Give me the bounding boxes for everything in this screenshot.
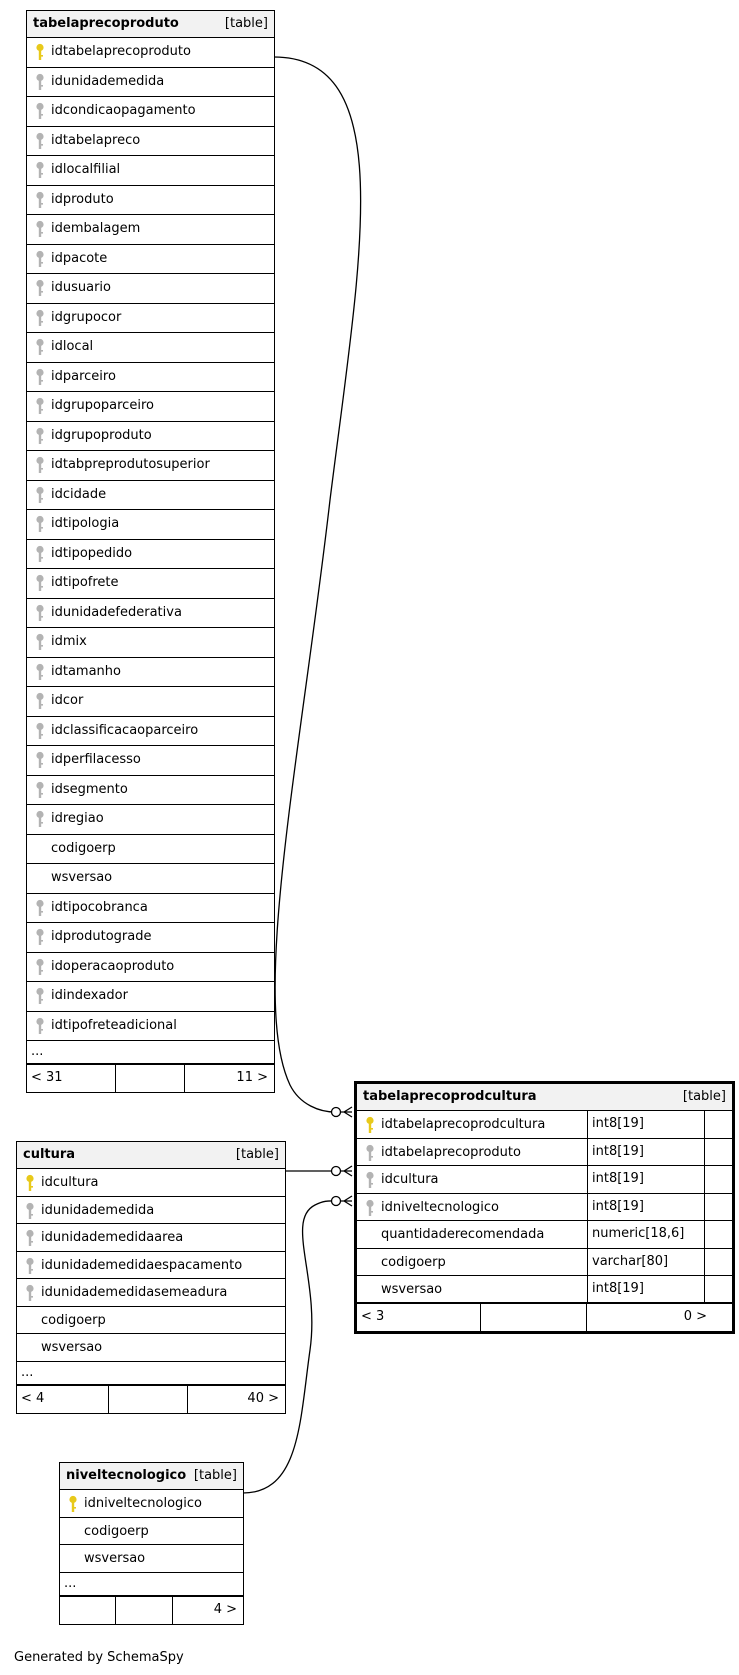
column-row[interactable] <box>27 953 274 983</box>
column-type: int8[19] <box>587 1111 705 1139</box>
column-name: idusuario <box>51 280 111 295</box>
column-type: numeric[18,6] <box>587 1221 705 1249</box>
ellipsis-row <box>17 1362 285 1386</box>
column-row[interactable] <box>60 1490 243 1518</box>
foreign-key-icon <box>35 663 45 681</box>
foreign-key-icon <box>35 102 45 120</box>
foreign-key-icon <box>35 368 45 386</box>
table-header <box>357 1084 732 1111</box>
column-row[interactable] <box>17 1252 285 1280</box>
column-row[interactable] <box>17 1169 285 1197</box>
zero-many-marker-3 <box>332 1197 341 1206</box>
column-name: codigoerp <box>41 1312 106 1328</box>
table-kind: [table] <box>682 1089 726 1104</box>
column-row[interactable] <box>27 776 274 806</box>
foreign-key-icon <box>35 574 45 592</box>
column-name: idunidademedidaespacamento <box>41 1257 243 1273</box>
parent-count: < 4 <box>21 1390 45 1406</box>
foreign-key-icon <box>35 928 45 946</box>
column-row[interactable] <box>27 156 274 186</box>
column-row[interactable] <box>27 215 274 245</box>
column-name: idclassificacaoparceiro <box>51 722 199 738</box>
column-list <box>60 1490 243 1573</box>
column-name: idtabelaprecoprodcultura <box>381 1117 546 1132</box>
column-type: int8[19] <box>587 1166 705 1194</box>
column-row[interactable] <box>27 127 274 157</box>
column-row[interactable] <box>27 304 274 334</box>
column-name: codigoerp <box>84 1523 149 1539</box>
table-header <box>17 1142 285 1169</box>
table-cultura[interactable] <box>16 1141 286 1414</box>
foreign-key-icon <box>35 987 45 1005</box>
table-niveltecnologico[interactable] <box>59 1462 244 1625</box>
child-count: 4 > <box>213 1601 237 1617</box>
column-row[interactable] <box>27 835 274 865</box>
foreign-key-icon <box>35 132 45 150</box>
child-count: 0 > <box>683 1308 707 1324</box>
column-row[interactable] <box>27 746 274 776</box>
footer-middle <box>116 1065 185 1092</box>
column-row[interactable] <box>17 1197 285 1225</box>
column-row[interactable] <box>27 923 274 953</box>
primary-key-icon <box>365 1116 375 1134</box>
column-row[interactable] <box>357 1221 732 1249</box>
column-name: idcultura <box>381 1172 439 1187</box>
column-row[interactable] <box>27 982 274 1012</box>
column-name: idlocalfilial <box>51 162 121 177</box>
parent-count: < 31 <box>31 1070 63 1085</box>
foreign-key-icon <box>35 161 45 179</box>
link-tabelaprecoproduto-to-prodcultura <box>274 57 361 1112</box>
foreign-key-icon <box>25 1229 35 1247</box>
primary-key-icon <box>25 1174 35 1192</box>
zero-many-marker-1 <box>332 1108 341 1117</box>
footer-middle <box>116 1597 173 1624</box>
column-type: int8[19] <box>587 1194 705 1222</box>
column-name: idtabpreprodutosuperior <box>51 457 210 472</box>
foreign-key-icon <box>35 1017 45 1035</box>
column-row[interactable] <box>27 97 274 127</box>
footer-parents[interactable] <box>27 1065 116 1092</box>
column-row[interactable] <box>27 717 274 747</box>
foreign-key-icon <box>35 397 45 415</box>
column-list <box>27 38 274 1041</box>
column-name: quantidaderecomendada <box>381 1227 545 1242</box>
ellipsis-row <box>27 1041 274 1065</box>
footer-middle <box>109 1386 188 1413</box>
foreign-key-icon <box>35 338 45 356</box>
column-row[interactable] <box>27 687 274 717</box>
table-header <box>60 1463 243 1490</box>
column-row[interactable] <box>17 1307 285 1335</box>
foreign-key-icon <box>35 73 45 91</box>
column-row[interactable] <box>27 864 274 894</box>
column-row[interactable] <box>27 658 274 688</box>
column-row[interactable] <box>27 805 274 835</box>
foreign-key-icon <box>365 1144 375 1162</box>
primary-key-icon <box>68 1495 78 1513</box>
foreign-key-icon <box>35 781 45 799</box>
parent-count: < 3 <box>361 1308 385 1324</box>
column-name: idunidademedidaarea <box>41 1230 184 1245</box>
column-row[interactable] <box>27 510 274 540</box>
table-kind: [table] <box>224 16 268 31</box>
table-name: tabelaprecoproduto <box>33 16 179 31</box>
footer-children[interactable] <box>587 1304 713 1331</box>
footer-parents[interactable] <box>357 1304 481 1331</box>
footer-parents[interactable] <box>17 1386 109 1413</box>
column-name: wsversao <box>381 1282 443 1297</box>
foreign-key-icon <box>25 1202 35 1220</box>
foreign-key-icon <box>35 309 45 327</box>
column-name: idsegmento <box>51 781 128 797</box>
foreign-key-icon <box>25 1284 35 1302</box>
column-row[interactable] <box>357 1111 732 1139</box>
column-name: codigoerp <box>51 840 116 856</box>
column-name: idgrupoparceiro <box>51 398 154 413</box>
column-type: varchar[80] <box>587 1249 705 1277</box>
column-name: idindexador <box>51 988 128 1003</box>
column-name: codigoerp <box>381 1254 446 1270</box>
column-row[interactable] <box>357 1194 732 1222</box>
column-name: idtamanho <box>51 663 121 679</box>
table-footer <box>357 1304 732 1331</box>
column-name: idcondicaopagamento <box>51 103 196 118</box>
column-row[interactable] <box>27 481 274 511</box>
column-row[interactable] <box>27 274 274 304</box>
column-row[interactable] <box>27 569 274 599</box>
column-name: idniveltecnologico <box>381 1199 499 1215</box>
column-name: wsversao <box>41 1340 103 1355</box>
foreign-key-icon <box>35 191 45 209</box>
column-row[interactable] <box>27 38 274 68</box>
column-row[interactable] <box>357 1276 732 1304</box>
column-name: idtipofrete <box>51 575 119 590</box>
column-row[interactable] <box>17 1279 285 1307</box>
foreign-key-icon <box>35 545 45 563</box>
foreign-key-icon <box>365 1199 375 1217</box>
column-list <box>17 1169 285 1362</box>
table-footer <box>60 1597 243 1624</box>
column-name: idtipopedido <box>51 545 133 561</box>
ellipsis-text: ... <box>21 1364 34 1380</box>
table-kind: [table] <box>235 1147 279 1162</box>
column-name: idparceiro <box>51 368 116 384</box>
column-row[interactable] <box>357 1166 732 1194</box>
foreign-key-icon <box>35 722 45 740</box>
column-name: idunidademedida <box>51 73 165 89</box>
column-name: idtipocobranca <box>51 899 148 915</box>
foreign-key-icon <box>35 692 45 710</box>
foreign-key-icon <box>35 427 45 445</box>
foreign-key-icon <box>35 604 45 622</box>
column-name: wsversao <box>84 1551 146 1566</box>
table-name: cultura <box>23 1147 76 1162</box>
table-tabelaprecoproduto[interactable] <box>26 10 275 1093</box>
footer-children[interactable] <box>185 1065 274 1092</box>
column-name: idembalagem <box>51 221 141 236</box>
crowfoot-markers <box>332 1107 353 1206</box>
column-type: int8[19] <box>587 1139 705 1167</box>
foreign-key-icon <box>365 1171 375 1189</box>
column-row[interactable] <box>27 68 274 98</box>
column-name: idcidade <box>51 486 107 502</box>
foreign-key-icon <box>35 899 45 917</box>
foreign-key-icon <box>35 633 45 651</box>
column-row[interactable] <box>27 540 274 570</box>
column-name: idunidadefederativa <box>51 604 182 620</box>
foreign-key-icon <box>35 456 45 474</box>
child-count: 40 > <box>247 1390 279 1406</box>
foreign-key-icon <box>35 810 45 828</box>
column-name: idpacote <box>51 250 108 266</box>
table-name: tabelaprecoprodcultura <box>363 1089 537 1104</box>
foreign-key-icon <box>35 250 45 268</box>
column-name: idprodutograde <box>51 929 152 944</box>
footer-children[interactable] <box>173 1597 243 1624</box>
column-name: idgrupoproduto <box>51 427 152 443</box>
column-row[interactable] <box>60 1545 243 1573</box>
table-footer <box>17 1386 285 1413</box>
column-row[interactable] <box>27 392 274 422</box>
ellipsis-text: ... <box>64 1575 77 1591</box>
column-row[interactable] <box>357 1139 732 1167</box>
table-name: niveltecnologico <box>66 1468 187 1483</box>
column-row[interactable] <box>60 1518 243 1546</box>
footer-middle <box>481 1304 587 1331</box>
column-row[interactable] <box>27 245 274 275</box>
foreign-key-icon <box>35 958 45 976</box>
ellipsis-row <box>60 1573 243 1597</box>
column-row[interactable] <box>27 363 274 393</box>
column-name: idtabelapreco <box>51 132 141 148</box>
ellipsis-text: ... <box>31 1044 44 1059</box>
table-kind: [table] <box>193 1468 237 1483</box>
column-row[interactable] <box>27 422 274 452</box>
footer-parents[interactable] <box>60 1597 116 1624</box>
column-row[interactable] <box>27 333 274 363</box>
foreign-key-icon <box>35 515 45 533</box>
table-header <box>27 11 274 38</box>
zero-many-marker-2 <box>332 1167 341 1176</box>
column-row[interactable] <box>17 1334 285 1362</box>
column-row[interactable] <box>17 1224 285 1252</box>
column-name: idniveltecnologico <box>84 1496 202 1511</box>
column-name: idunidademedida <box>41 1202 155 1218</box>
column-row[interactable] <box>27 186 274 216</box>
column-type: int8[19] <box>587 1276 705 1304</box>
column-row[interactable] <box>27 894 274 924</box>
column-name: idtipologia <box>51 516 120 531</box>
column-name: idoperacaoproduto <box>51 958 175 974</box>
generated-by-text: Generated by SchemaSpy <box>14 1650 184 1665</box>
primary-key-icon <box>35 43 45 61</box>
column-name: idtabelaprecoproduto <box>381 1144 521 1160</box>
column-name: idgrupocor <box>51 309 122 325</box>
column-name: idcor <box>51 693 84 708</box>
foreign-key-icon <box>35 279 45 297</box>
table-tabelaprecoprodcultura[interactable] <box>354 1081 735 1334</box>
column-row[interactable] <box>27 451 274 481</box>
column-name: idperfilacesso <box>51 752 141 767</box>
column-name: idtipofreteadicional <box>51 1017 177 1033</box>
column-row[interactable] <box>357 1249 732 1277</box>
column-list <box>357 1111 732 1304</box>
column-name: wsversao <box>51 870 113 885</box>
column-row[interactable] <box>27 1012 274 1042</box>
foreign-key-icon <box>35 751 45 769</box>
column-name: idregiao <box>51 811 104 826</box>
child-count: 11 > <box>236 1070 268 1085</box>
column-name: idproduto <box>51 191 114 207</box>
foreign-key-icon <box>25 1257 35 1275</box>
foreign-key-icon <box>35 486 45 504</box>
table-footer <box>27 1065 274 1092</box>
foreign-key-icon <box>35 220 45 238</box>
column-row[interactable] <box>27 628 274 658</box>
column-name: idunidademedidasemeadura <box>41 1285 228 1300</box>
column-name: idlocal <box>51 339 94 354</box>
footer-children[interactable] <box>188 1386 285 1413</box>
column-row[interactable] <box>27 599 274 629</box>
column-name: idtabelaprecoproduto <box>51 44 191 59</box>
column-name: idmix <box>51 634 87 649</box>
column-name: idcultura <box>41 1175 99 1190</box>
